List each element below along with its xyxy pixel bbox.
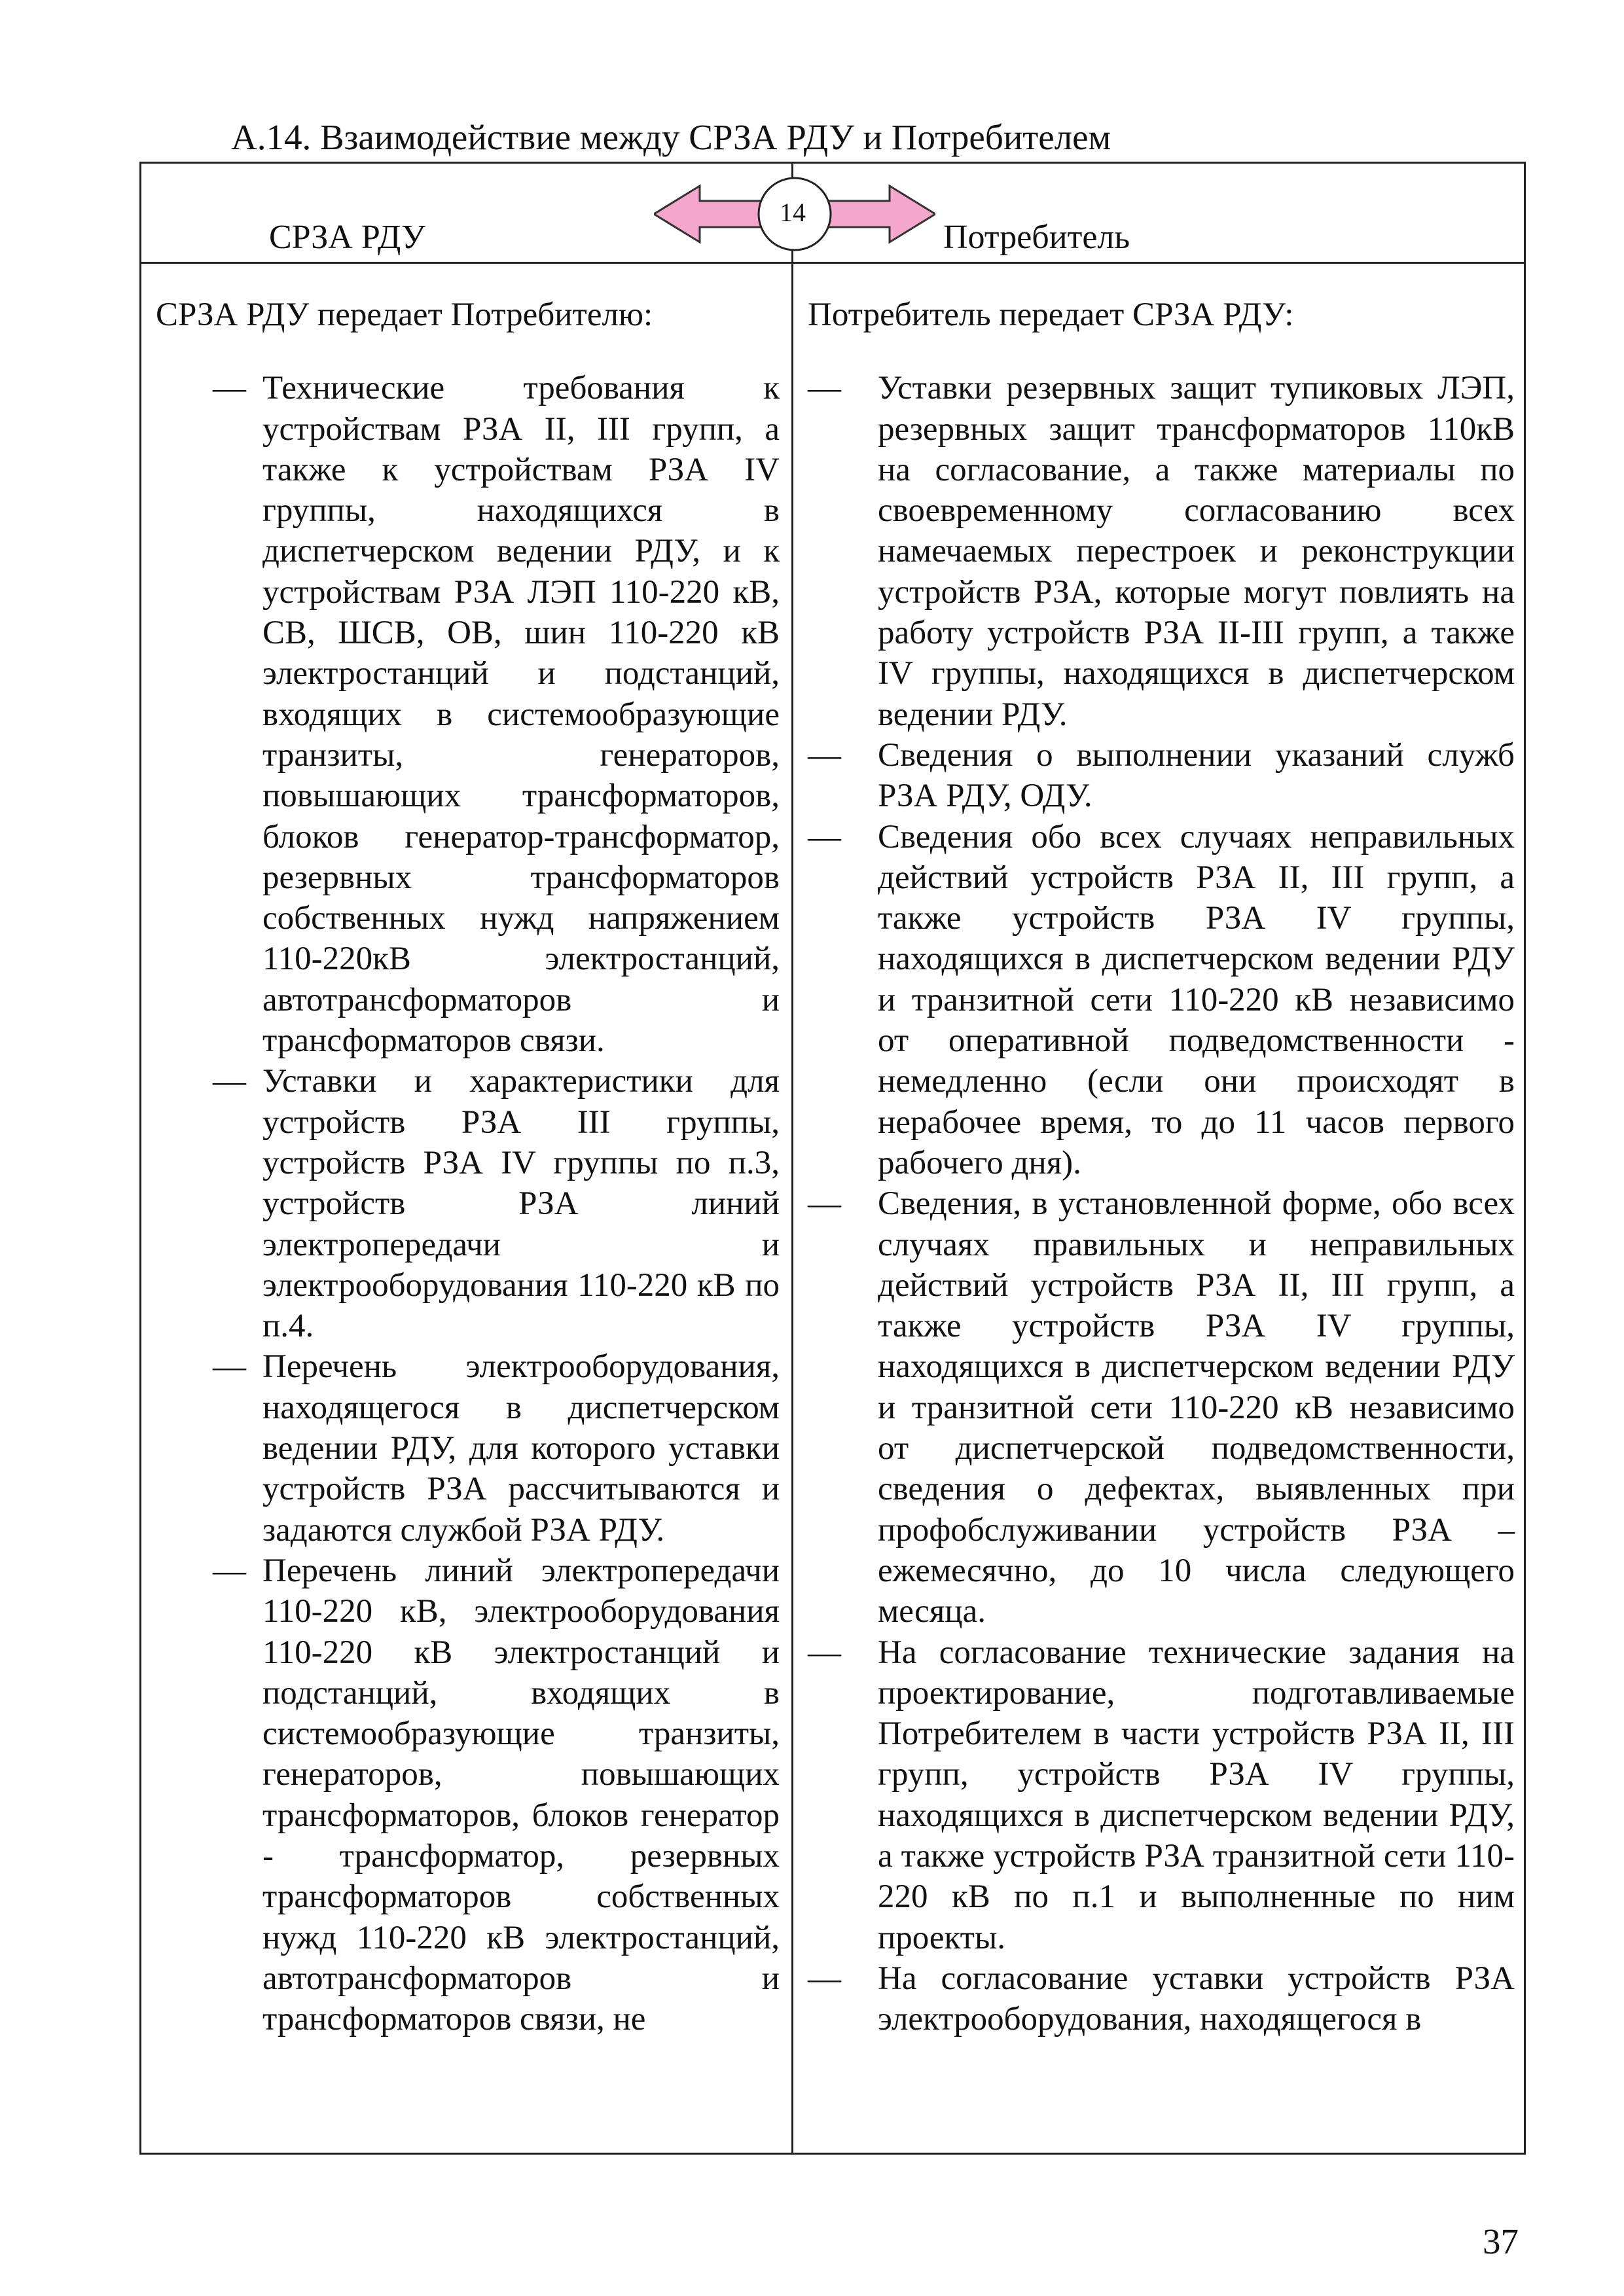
dash-bullet-icon: — (213, 1063, 246, 1100)
dash-bullet-icon: — (213, 1348, 246, 1386)
dash-bullet-icon: — (808, 1634, 841, 1671)
list-item (808, 368, 1515, 735)
list-item-text: На согласование технические задания на проектирование, подготавливаемые Потребителем в части устройств РЗА II, III групп, устройств РЗА IV группы, находящихся в диспетчерском ведении РДУ, а также устройств РЗА транзитной сети 110-220 кВ по п.1 и выполненные по ним проекты. (878, 1634, 1515, 1956)
arrow-left-icon (654, 186, 763, 242)
list-item-text: Перечень линий электропередачи 110-220 кВ, электрооборудования 110-220 кВ электростанций и подстанций, входящих в системообразующие транзиты, генераторов, повышающих трансформаторов, блоков генератор - трансформатор, резервных трансформаторов собственных нужд 110-220 кВ электростанций, автотрансформаторов и трансформаторов связи, не (262, 1552, 780, 2038)
list-item-text: Уставки резервных защит тупиковых ЛЭП, резервных защит трансформаторов 110кВ на согласование, а также материалы по своевременному согласованию всех намечаемых перестроек и реконструкции устройств РЗА, которые могут повлиять на работу устройств РЗА II-III групп, а также IV группы, находящихся в диспетчерском ведении РДУ. (878, 370, 1515, 733)
list-item (156, 368, 780, 1061)
list-item (156, 1346, 780, 1550)
list-item (808, 735, 1515, 817)
dash-bullet-icon: — (808, 818, 841, 855)
header-right-party: Потребитель (943, 219, 1130, 256)
left-column-heading: СРЗА РДУ передает Потребителю: (156, 296, 653, 333)
dash-bullet-icon: — (213, 1552, 246, 1589)
list-item (808, 1183, 1515, 1632)
list-item (808, 817, 1515, 1184)
dash-bullet-icon: — (808, 1185, 841, 1223)
header-left-party: СРЗА РДУ (269, 219, 425, 256)
arrow-right-icon (826, 186, 935, 242)
dash-bullet-icon: — (808, 1960, 841, 1997)
list-item-text: Сведения о выполнении указаний служб РЗА РДУ, ОДУ. (878, 736, 1515, 815)
list-item (808, 1632, 1515, 1958)
dash-bullet-icon: — (808, 370, 841, 407)
list-item (808, 1958, 1515, 2040)
right-column-heading: Потребитель передает СРЗА РДУ: (808, 296, 1294, 333)
list-item-text: Технические требования к устройствам РЗА II, III групп, а также к устройствам РЗА IV группы, находящихся в диспетчерском ведении РДУ, и к устройствам РЗА ЛЭП 110-220 кВ, СВ, ШСВ, ОВ, шин 110-220 кВ электростанций и подстанций, входящих в системообразующие транзиты, генераторов, повышающих трансформаторов, блоков генератор-трансформатор, резервных трансформаторов собственных нужд напряжением 110-220кВ электростанций, автотрансформаторов и трансформаторов связи. (262, 370, 780, 1060)
right-item-list (808, 368, 1515, 2039)
exchange-table (139, 162, 1526, 2155)
list-item-text: Сведения обо всех случаях неправильных действий устройств РЗА II, III групп, а также устройств РЗА IV группы, находящихся в диспетчерском ведении РДУ и транзитной сети 110-220 кВ независимо от оперативной подведомственности - немедленно (если они происходят в нерабочее время, то до 11 часов первого рабочего дня). (878, 818, 1515, 1181)
page-number: 37 (1483, 2221, 1519, 2261)
list-item-text: Сведения, в установленной форме, обо всех случаях правильных и неправильных действий устройств РЗА II, III групп, а также устройств РЗА IV группы, находящихся в диспетчерском ведении РДУ и транзитной сети 110-220 кВ независимо от диспетчерской подведомственности, сведения о дефектах, выявленных при профобслуживании устройств РЗА – ежемесячно, до 10 числа следующего месяца. (878, 1185, 1515, 1630)
section-title: А.14. Взаимодействие между СРЗА РДУ и Потребителем (231, 117, 1111, 157)
right-column (808, 295, 1515, 2039)
header-divider (141, 262, 1524, 264)
list-item-text: На согласование уставки устройств РЗА электрооборудования, находящегося в (878, 1960, 1515, 2038)
dash-bullet-icon: — (213, 370, 246, 407)
list-item (156, 1061, 780, 1346)
section-number-badge: 14 (780, 198, 806, 227)
left-item-list (156, 368, 780, 2039)
left-column (156, 295, 780, 2039)
column-divider (791, 164, 793, 2153)
dash-bullet-icon: — (808, 736, 841, 774)
list-item-text: Перечень электрооборудования, находящегося в диспетчерском ведении РДУ, для которого уставки устройств РЗА рассчитываются и задаются службой РЗА РДУ. (262, 1348, 780, 1549)
list-item (156, 1551, 780, 2040)
list-item-text: Уставки и характеристики для устройств РЗА III группы, устройств РЗА IV группы по п.3, устройств РЗА линий электропередачи и электрооборудования 110-220 кВ по п.4. (262, 1063, 780, 1345)
